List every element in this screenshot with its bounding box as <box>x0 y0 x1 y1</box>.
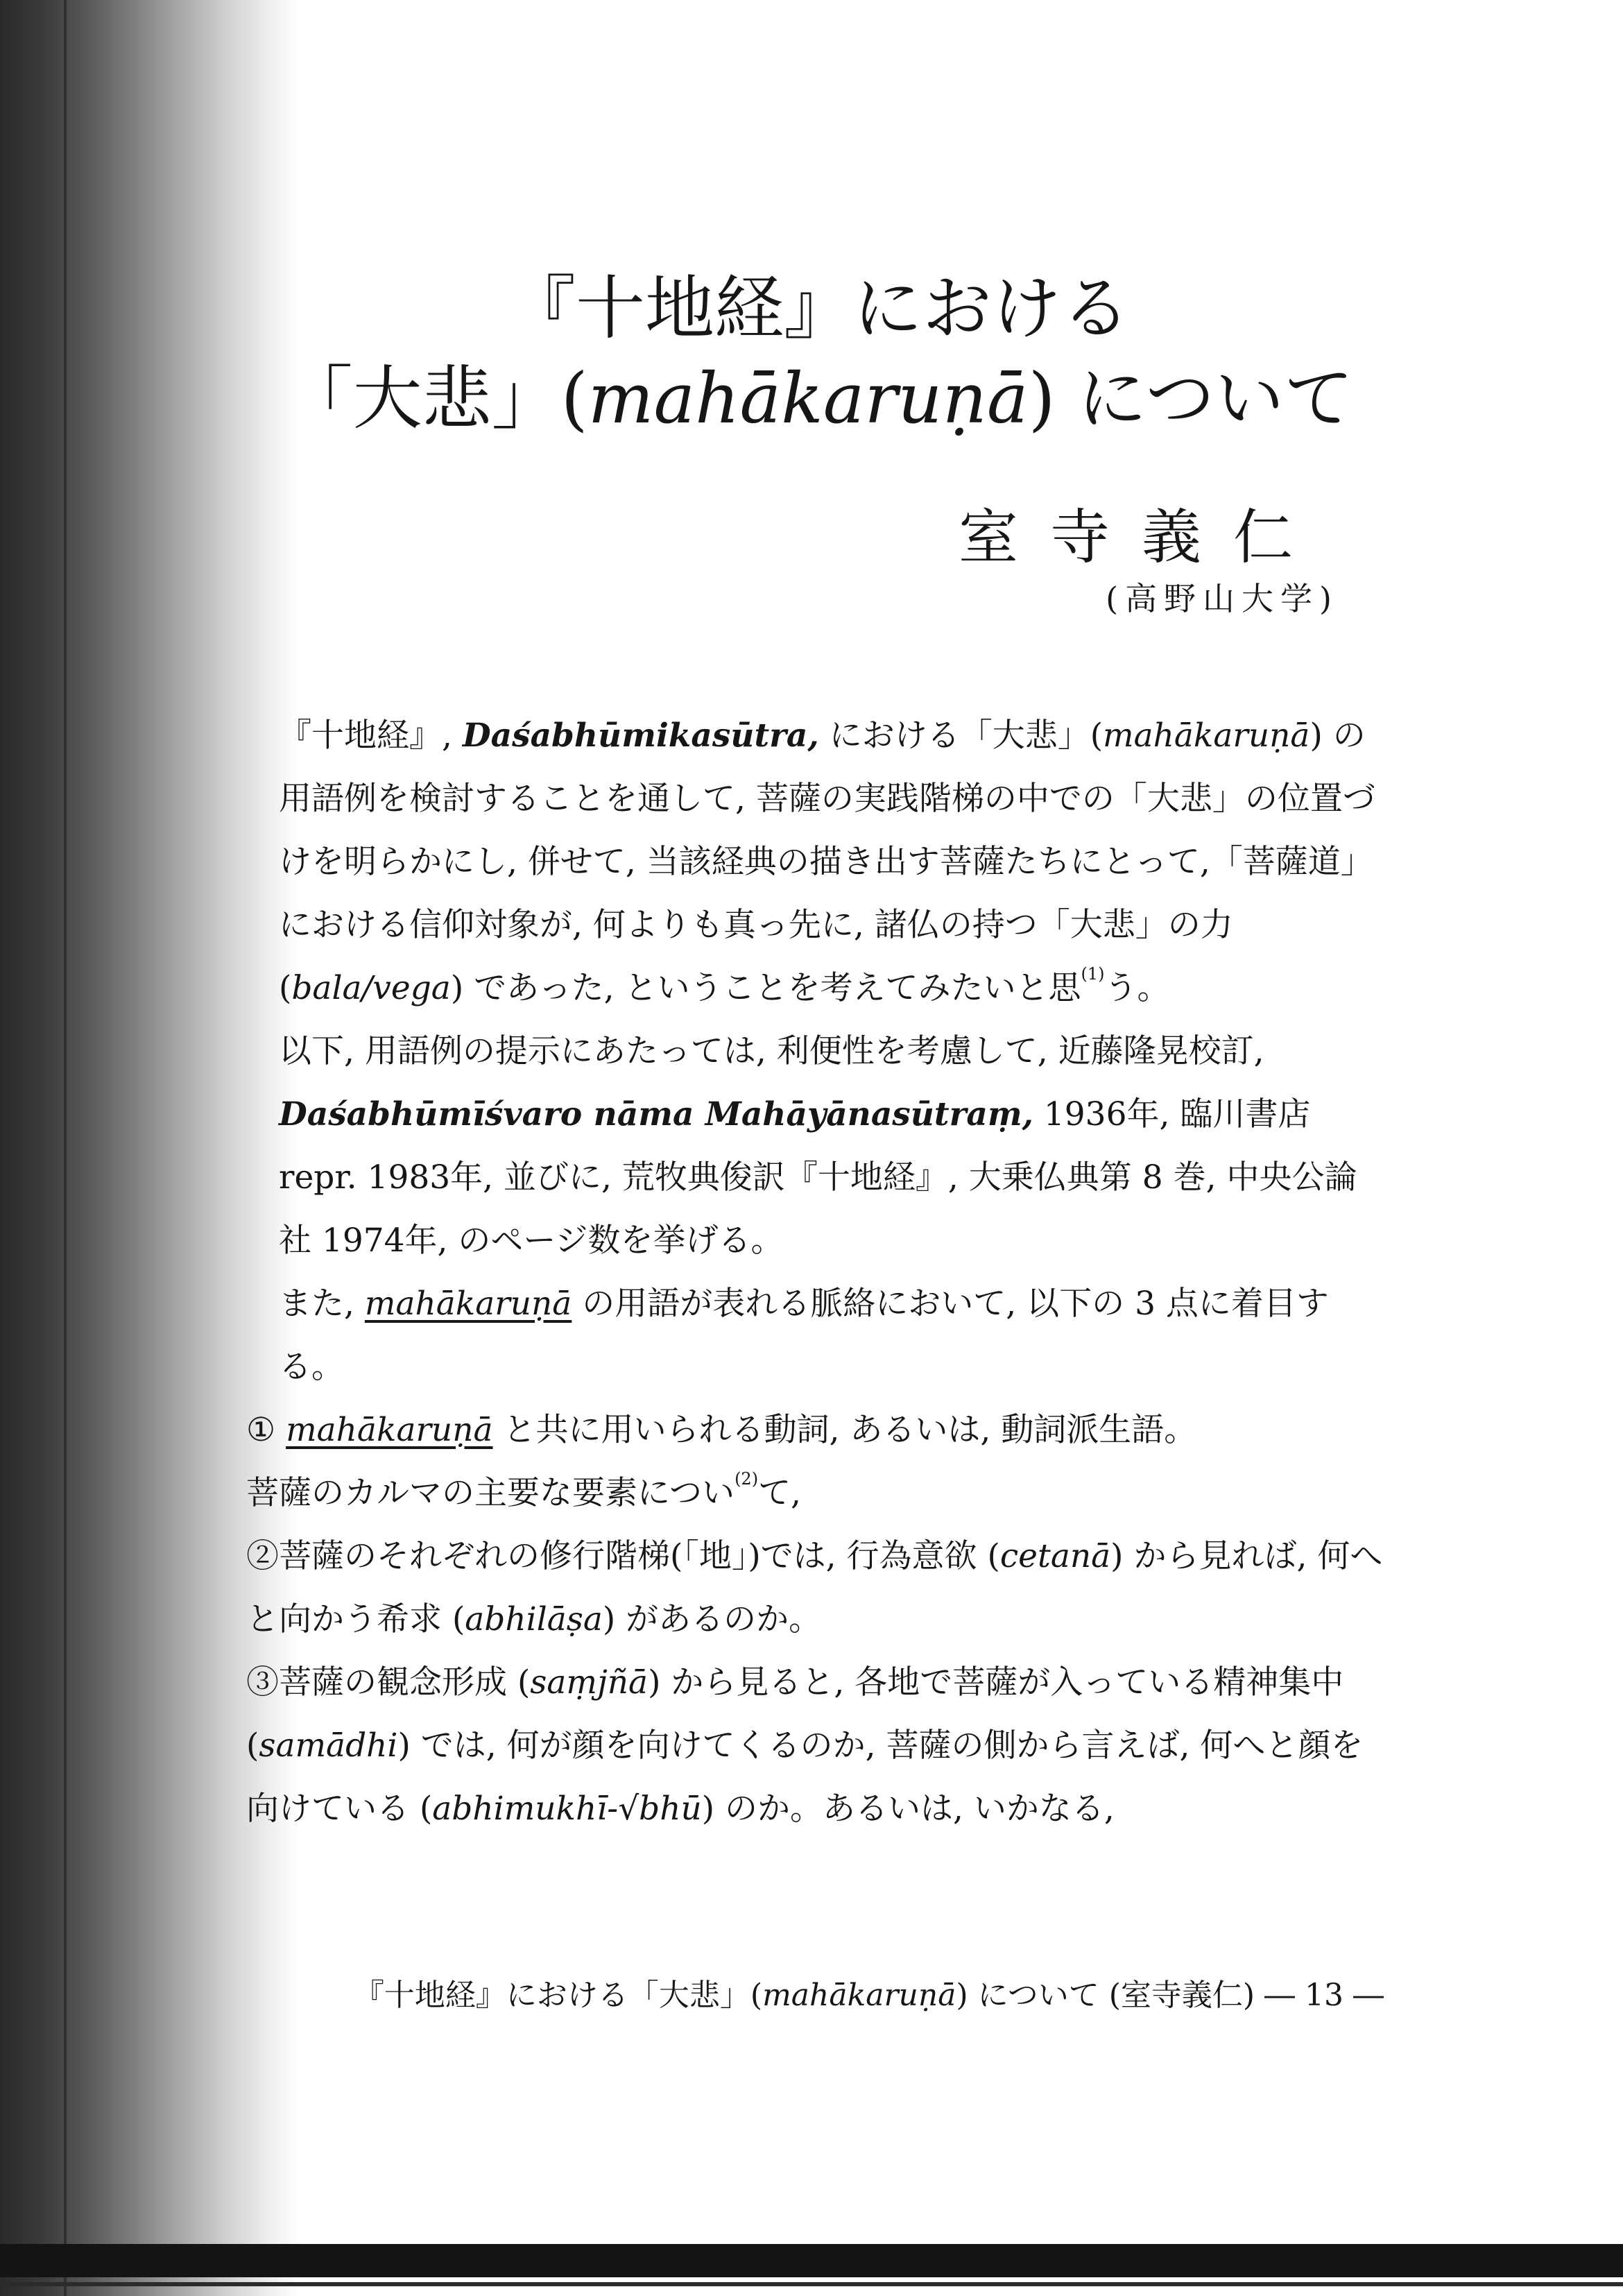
paper-title-line-1 <box>229 268 1408 349</box>
list-item-3: ③菩薩の観念形成 (saṃjñā) から見ると, 各地で菩薩が入っている精神集中 (samādhi) では, 何が顔を向けてくるのか, 菩薩の側から言えば, 何へと顔を向けている (abhimukhī-√bhū) のか。あるいは, いかなる, <box>246 1663 1364 1828</box>
footnote-ref-2: (2) <box>735 1469 759 1489</box>
title-line-2-post: ) について <box>1028 358 1354 439</box>
edition-title: Daśabhūmīśvaro nāma Mahāyānasūtraṃ, <box>279 1095 1033 1133</box>
paragraph-1: 『十地経』, Daśabhūmikasūtra, における「大悲」(mahākaruṇā) の用語例を検討することを通して, 菩薩の実践階梯の中での「大悲」の位置づけを明らかにし, 併せて, 当該経典の描き出す菩薩たちにとって,「菩薩道」における信仰対象が, 何よりも真っ先に, 諸仏の持つ「大悲」の力 (bala/vega) であった, ということを考えてみたいと思$^{(1)}$う。 <box>279 717 1375 1007</box>
title-line-2-roman: mahākaruṇā <box>587 358 1029 439</box>
running-footer: 『十地経』における「大悲」(mahākaruṇā) について (室寺義仁) ― 13 ― <box>353 1978 1384 2013</box>
scan-bottom-edge <box>0 2244 1623 2277</box>
title-line-2-pre: 「大悲」( <box>283 358 588 439</box>
list-item-2: ②菩薩のそれぞれの修行階梯(「地」)では, 行為意欲 (cetanā) から見れば, 何へと向かう希求 (abhilāṣa) があるのか。 <box>246 1537 1383 1638</box>
paragraph-2: 以下, 用語例の提示にあたっては, 利便性を考慮して, 近藤隆晃校訂, Daśabhūmīśvaro nāma Mahāyānasūtraṃ, 1936年, 臨川書店 repr. 1983年, 並びに, 荒牧典俊訳『十地経』, 大乗仏典第 8 巻, 中央公論社 1974年, のページ数を挙げる。 <box>279 1032 1357 1260</box>
list-item-1-continued: 菩薩のカルマの主要な要素につい$^{(2)}$て, <box>246 1469 802 1512</box>
binding-edge-line <box>64 0 67 2296</box>
author-affiliation: (高野山大学) <box>1106 580 1339 617</box>
footnote-ref-1: (1) <box>1081 964 1105 984</box>
sutra-name: Daśabhūmikasūtra, <box>462 717 819 755</box>
author-name: 室寺義仁 <box>959 503 1325 572</box>
title-line-1-text: 『十地経』における <box>506 268 1131 349</box>
paragraph-3: また, mahākaruṇā の用語が表れる脈絡において, 以下の 3 点に着目する。 <box>279 1285 1329 1386</box>
scan-bottom-edge-line <box>0 2282 1623 2286</box>
list-item-1: ① mahākaruṇā と共に用いられる動詞, あるいは, 動詞派生語。 <box>246 1411 1197 1449</box>
body-text <box>246 704 1384 1840</box>
paper-title-line-2 <box>229 358 1408 439</box>
